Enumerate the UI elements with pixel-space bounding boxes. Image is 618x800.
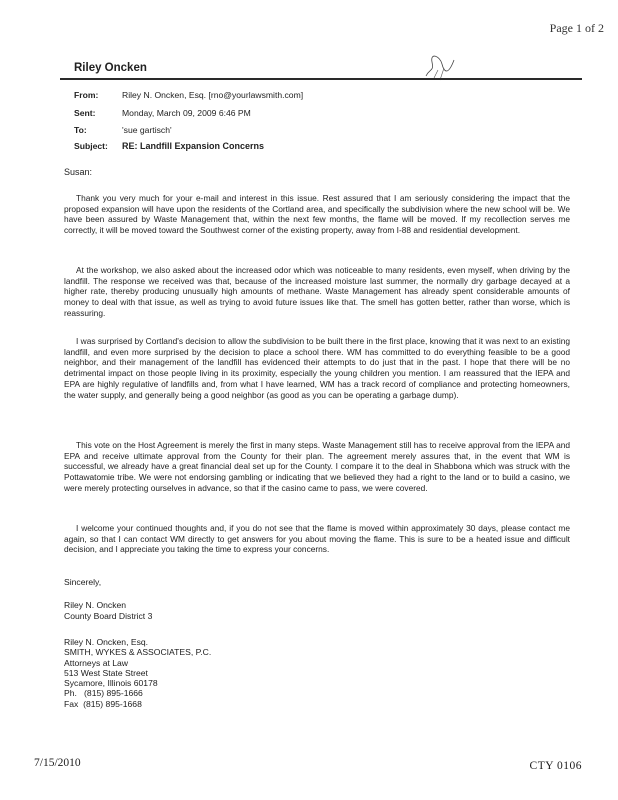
signature-title: County Board District 3 [64,611,153,621]
contact-street: 513 West State Street [64,667,148,678]
contact-fax: Fax (815) 895-1668 [64,698,142,709]
contact-name: Riley N. Oncken, Esq. [64,637,149,647]
header-divider [60,78,582,80]
sent-value: Monday, March 09, 2009 6:46 PM [122,108,251,118]
body-paragraph-2: At the workshop, we also asked about the increased odor which was noticeable to many residents, even myself, when driving by the landfill. The response we received was that, because of the increased moisture last summer, the normally dry garbage decayed at a higher rate, thereby producing unusually high amounts of methane. Waste Management has already spent considerable amounts of money to deal with that issue, as well as trying to avoid future issues like that. The smell has gotten better, rather than worse, which is reassuring. [64,265,570,318]
contact-block [64,637,211,709]
from-value: Riley N. Oncken, Esq. [rno@yourlawsmith.com] [122,90,304,100]
body-paragraph-4: This vote on the Host Agreement is merely the first in many steps. Waste Management still has to receive approval from the IEPA and EPA and receive ultimate approval from the County for their plan. The agreement merely assures that, in the event that WM is successful, we already have a great financial deal set up for the County. I compare it to the deal in Shabbona which was struck with the Pottawatomie tribe. We were not endorsing gambling or indicating that we believed they had a right to the land or to build a casino, we were merely protecting ourselves in advance, so that if the casino came to pass, we were covered. [64,440,570,493]
contact-firm: SMITH, WYKES & ASSOCIATES, P.C. [64,647,212,658]
signature-block [64,600,152,622]
sent-label: Sent: [74,108,96,118]
from-label: From: [74,90,99,100]
to-value: 'sue gartisch' [122,125,172,135]
sender-name: Riley Oncken [74,62,147,74]
body-paragraph-1: Thank you very much for your e-mail and interest in this issue. Rest assured that I am seriously considering the impact that the proposed expansion will have upon the residents of the Cortland area, and specifically the subdivision where the new school will be. We have been assured by Waste Management that, within the next few months, the flame will be moved. If my recollection serves me correctly, it will be moved toward the Southwest corner of the existing property, away from I-88 and residential development. [64,193,570,236]
closing: Sincerely, [64,577,102,587]
footer-document-code: CTY 0106 [529,760,582,772]
signature-name: Riley N. Oncken [64,600,127,610]
contact-city: Sycamore, Illinois 60178 [64,678,158,689]
body-paragraph-3: I was surprised by Cortland's decision to allow the subdivision to be built there in the first place, knowing that it was next to an existing landfill, and even more surprised by the decision to place a school there. WM has committed to do everything feasible to be a good neighbor, and their management of the landfill has evidenced their attempts to do just that in the past. I hope that there will be no detrimental impact on those people living in its proximity, especially the young children you mention. I am reassured that the IEPA and EPA are highly regulative of landfills and, from what I have learned, WM has a track record of compliance and protecting homeowners, the water supply, and generally being a good neighbor (as good as you can be operating a garbage dump). [64,336,570,400]
page-number: Page 1 of 2 [549,21,604,35]
body-paragraph-5: I welcome your continued thoughts and, if you do not see that the flame is moved within approximately 30 days, please contact me again, so that I can contact WM directly to get answers for you about moving the flame. This is sure to be a heated issue and difficult decision, and I appreciate you taking the time to express your concerns. [64,523,570,555]
subject-value: RE: Landfill Expansion Concerns [122,141,265,151]
contact-role: Attorneys at Law [64,657,129,668]
subject-label: Subject: [74,141,108,151]
footer-date: 7/15/2010 [34,757,81,769]
contact-phone: Ph. (815) 895-1666 [64,688,143,699]
to-label: To: [74,125,87,135]
salutation: Susan: [64,167,93,177]
